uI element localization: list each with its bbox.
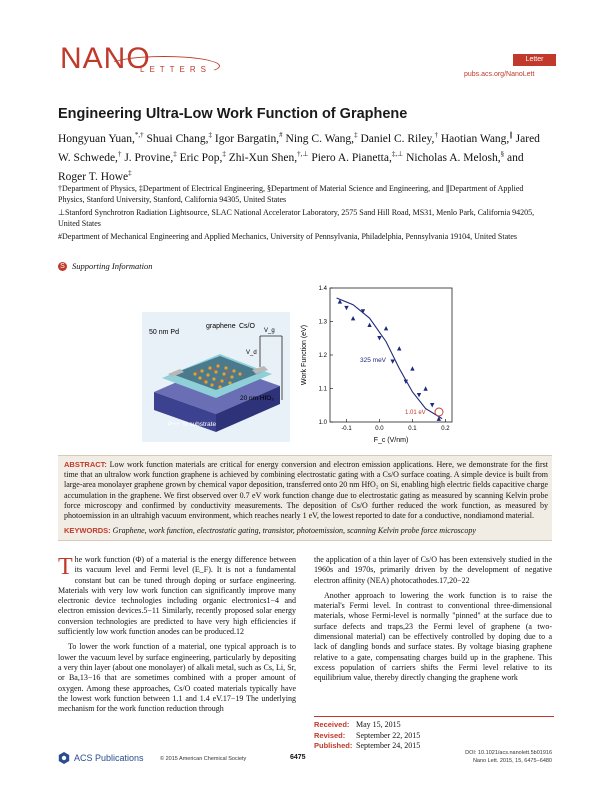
- keywords: [64, 526, 548, 536]
- author-affiliation-mark: †,⊥: [297, 149, 309, 158]
- author-affiliation-mark: †: [434, 131, 438, 139]
- author-affiliation-mark: §: [500, 149, 505, 158]
- y-tick-label: 1.4: [318, 286, 327, 292]
- author-name[interactable]: Ning C. Wang,: [285, 132, 355, 145]
- data-point: [423, 386, 427, 390]
- affiliations: [58, 184, 548, 246]
- abstract-label: ABSTRACT:: [64, 460, 107, 469]
- dropcap: T: [58, 554, 73, 580]
- article-type-badge: Letter: [513, 54, 556, 66]
- y-tick-label: 1.0: [318, 420, 327, 426]
- author-affiliation-mark: ‡: [222, 149, 226, 158]
- affiliation: †Department of Physics, ‡Department of Electrical Engineering, §Department of Material Science and Engineering, and ∥Department of Applied Physics, Stanford University, Stanford, California 94305, United States: [58, 184, 524, 204]
- author-name[interactable]: Jared W. Schwede,: [58, 132, 540, 164]
- paragraph: he work function (Φ) of a material is the energy difference between its vacuum level and Fermi level (E_F). It is not a fundamental constant but can be tuned through doping or surface engineering. Materials with very low work function can significantly improve many electronic device technologies including organic electronics1−4 and electron emission devices.5−11 Similarly, recently proposed solar energy conversion technologies are predicted to have very high efficiencies if sufficiently low work function anodes can be produced.12: [58, 555, 296, 637]
- label-graphene: graphene: [206, 323, 236, 330]
- x-tick-label: 0.0: [375, 426, 384, 432]
- data-point: [417, 393, 421, 397]
- affiliation: #Department of Mechanical Engineering and Applied Mechanics, University of Pennsylvania, Philadelphia, Pennsylvania 19104, United States: [58, 232, 518, 241]
- doi[interactable]: DOI: 10.1021/acs.nanolett.5b01916: [465, 750, 552, 756]
- paper-title: Engineering Ultra-Low Work Function of Graphene: [58, 106, 408, 122]
- toc-figure: [140, 282, 460, 450]
- x-tick-label: -0.1: [341, 426, 352, 432]
- work-function-chart: [301, 286, 452, 444]
- data-point: [410, 366, 414, 370]
- author-name[interactable]: Daniel C. Riley,: [360, 132, 435, 145]
- annotation-min: 1.01 eV: [405, 410, 426, 416]
- author-affiliation-mark: ‡: [128, 168, 132, 177]
- plot-frame: [330, 288, 452, 422]
- abstract-body: Low work function materials are critical for energy conversion and electron emission applications. Here, we demonstrate for the first time that an ultralow work function graphene is achieved by combining electrostatic gating with a Cs/O surface coating. A simple device is built from large-area monolayer graphene grown by chemical vapor deposition, transferred onto 20 nm HfO₂ on Si, enabling high electric fields capacitive charge accumulation in the graphene. We first observed over 0.7 eV work function change due to electrostatic gating as measured by scanning Kelvin probe force microscopy and confirmed by conductivity measurements. The deposition of Cs/O further reduced the work function, as measured by photoemission in an ultrahigh vacuum environment, which reaches nearly 1 eV, the lowest reported to date for a conductive, nondiamond material.: [64, 460, 548, 521]
- author-affiliation-mark: ‡: [354, 131, 358, 139]
- author-affiliation-mark: †: [117, 149, 122, 158]
- author-affiliation-mark: #: [279, 131, 283, 139]
- label-substrate: P++ Si substrate: [168, 421, 217, 428]
- author-name[interactable]: Nicholas A. Melosh,: [406, 151, 501, 164]
- x-axis-label: F_c (V/nm): [373, 437, 409, 444]
- y-tick-label: 1.3: [318, 319, 327, 326]
- body-column-left: [58, 555, 296, 719]
- supporting-info-label: Supporting Information: [72, 261, 153, 271]
- author-affiliation-mark: ∥: [509, 131, 513, 139]
- supporting-info-link[interactable]: [58, 261, 153, 271]
- y-tick-label: 1.2: [318, 353, 327, 359]
- author-name[interactable]: Igor Bargatin,: [214, 132, 280, 145]
- label-vd: V_d: [246, 350, 257, 356]
- author-name[interactable]: Eric Pop,: [179, 151, 223, 164]
- data-point: [344, 306, 348, 310]
- date-row: Received: May 15, 2015: [314, 720, 401, 729]
- label-vg: V_g: [264, 328, 275, 334]
- author-affiliation-mark: ‡: [208, 131, 212, 139]
- paragraph: Another approach to lowering the work function is to raise the material's Fermi level. In contrast to conventional three-dimensional materials, whose Fermi-level is normally "pinned" at the surface due to surface defects and traps,23 the Fermi level of graphene (a two-dimensional material) can be effectively controlled by doping due to a lack of dangling bonds and surface states. By voltage biasing graphene relative to a gate, compensating charges build up in the graphene. This excess population of carriers shifts the Fermi level relative to its equilibrium value, thereby directly changing the graphene work: [314, 590, 552, 683]
- annotation-slope: 325 meV: [360, 357, 387, 364]
- paragraph: the application of a thin layer of Cs/O has been extensively studied in the 1960s and 1970s, primarily driven by the development of negative electron affinity (NEA) photocathodes.17,20−22: [314, 555, 552, 585]
- publisher-logo[interactable]: [58, 752, 144, 764]
- keywords-label: KEYWORDS:: [64, 526, 111, 535]
- author-name[interactable]: Haotian Wang,: [440, 132, 510, 145]
- journal-logo-sub: LETTERS: [140, 65, 212, 74]
- publisher-name: ACS Publications: [74, 753, 144, 763]
- affiliation: ⊥Stanford Synchrotron Radiation Lightsource, SLAC National Accelerator Laboratory, 2575 Sand Hill Road, MS31, Menlo Park, California 94205, United States: [58, 208, 535, 228]
- data-point: [384, 326, 388, 330]
- author-name[interactable]: J. Provine,: [124, 151, 174, 164]
- data-point: [377, 336, 381, 340]
- paragraph: To lower the work function of a material, one typical approach is to lower the vacuum level by surface engineering, particularly by depositing a very thin layer (about one monolayer) of alkali metal, such as Cs, Li, Sr, or Ba,13−16 that are sometimes combined with a proper amount of oxygen. Among these approaches, Cs/O coated materials typically have the lowest work function between 1.1 and 1.4 eV.17−19 The underlying mechanism for the work function reduction through: [58, 642, 296, 714]
- data-point: [430, 403, 434, 407]
- fit-curve: [337, 298, 443, 419]
- author-name[interactable]: Hongyuan Yuan,: [58, 132, 135, 145]
- y-tick-label: 1.1: [318, 386, 327, 393]
- date-row: Published: September 24, 2015: [314, 741, 421, 750]
- x-tick-label: 0.2: [441, 426, 450, 432]
- author-name[interactable]: Piero A. Pianetta,: [311, 151, 392, 164]
- author-name[interactable]: and Roger T. Howe: [58, 151, 524, 183]
- body-column-right: [314, 555, 552, 689]
- min-marker: [435, 408, 443, 416]
- label-hfo2: 20 nm HfO₂: [240, 395, 274, 402]
- label-pd: 50 nm Pd: [149, 329, 179, 336]
- keywords-body: Graphene, work function, electrostatic gating, transistor, photoemission, scanning Kelvin probe force microscopy: [112, 526, 476, 535]
- x-tick-label: 0.1: [408, 426, 417, 432]
- journal-logo: NANO: [60, 42, 151, 75]
- abstract: [64, 460, 548, 521]
- acs-hexagon-icon: [58, 752, 70, 764]
- author-affiliation-mark: *,†: [134, 131, 144, 139]
- device-schematic: [142, 312, 290, 442]
- author-affiliation-mark: ‡,⊥: [391, 149, 404, 158]
- author-affiliation-mark: ‡: [173, 149, 177, 158]
- author-name[interactable]: Shuai Chang,: [146, 132, 209, 145]
- citation: Nano Lett. 2015, 15, 6475−6480: [472, 757, 552, 764]
- data-point: [397, 346, 401, 350]
- author-name[interactable]: Zhi-Xun Shen,: [228, 151, 298, 164]
- author-list: [58, 128, 548, 184]
- journal-url-link[interactable]: pubs.acs.org/NanoLett: [464, 71, 535, 78]
- citation-info: [430, 750, 552, 765]
- y-axis-label: Work Function (eV): [301, 324, 308, 386]
- label-cs: Cs/O: [239, 323, 255, 330]
- supporting-info-icon: S: [58, 262, 67, 271]
- date-row: Revised: September 22, 2015: [314, 730, 421, 740]
- data-point: [367, 323, 371, 327]
- page-number: 6475: [290, 754, 306, 761]
- data-point: [351, 316, 355, 320]
- copyright: © 2015 American Chemical Society: [160, 756, 247, 762]
- data-point: [390, 360, 394, 364]
- publication-dates: [314, 716, 554, 752]
